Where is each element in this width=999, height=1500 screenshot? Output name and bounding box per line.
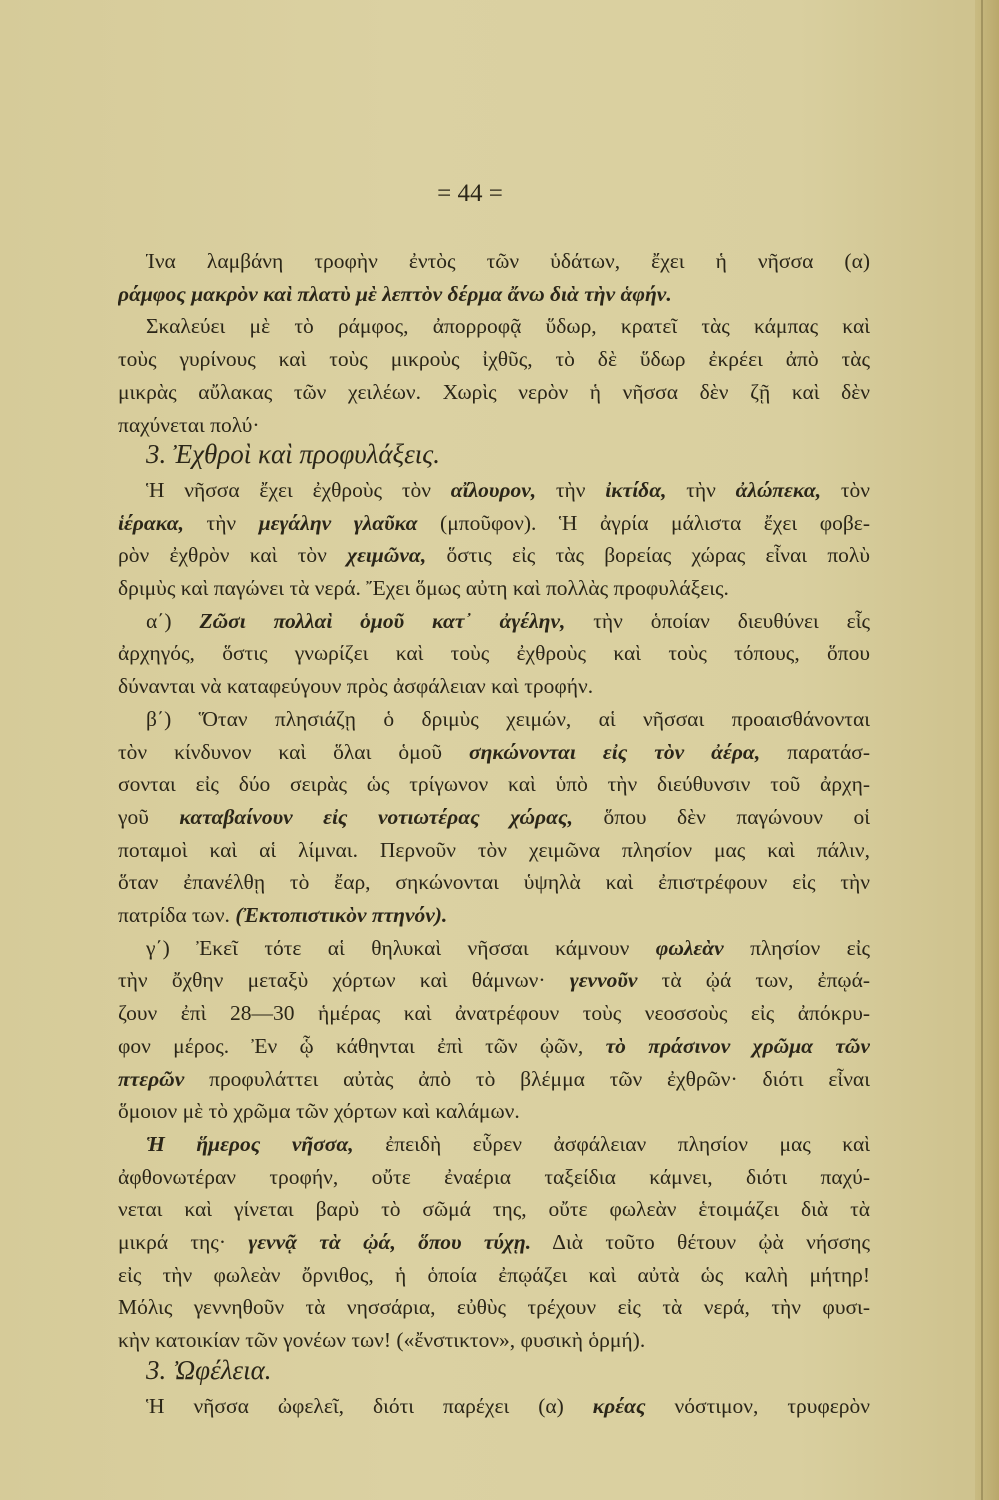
body-text: παρατάσ- (760, 739, 870, 764)
text-line (118, 278, 870, 311)
text-line (118, 1291, 870, 1324)
body-text: δύνανται νὰ καταφεύγουν πρὸς ἀσφάλειαν καὶ τροφήν. (118, 674, 594, 699)
text-line (146, 310, 870, 343)
text-line (118, 572, 870, 605)
section-heading: 3. Ἐχθροὶ καὶ προφυλάξεις. (146, 439, 440, 470)
emphasized-text: γεννᾷ τὰ ᾠά, ὅπου τύχῃ. (248, 1230, 532, 1254)
body-text: ὅπου δὲν παγώνουν οἱ (572, 804, 870, 829)
text-line (118, 507, 870, 540)
text-line (118, 1324, 870, 1357)
binding-line (981, 0, 983, 1500)
body-text: (μποῦφον). Ἡ ἀγρία μάλιστα ἔχει φοβε- (417, 510, 870, 535)
text-line (146, 605, 870, 638)
body-text: ρὸν ἐχθρὸν καὶ τὸν (118, 543, 348, 568)
text-line (118, 670, 870, 703)
text-line (118, 409, 870, 442)
body-text: σονται εἰς δύο σειρὰς ὡς τρίγωνον καὶ ὑπὸ τὴν διεύθυνσιν τοῦ ἀρχη- (118, 772, 870, 797)
emphasized-text: Ἡ ἥμερος νῆσσα, (146, 1131, 354, 1156)
emphasized-text: ἰκτίδα, (605, 477, 667, 502)
text-line (118, 376, 870, 409)
text-line (118, 1030, 870, 1063)
emphasized-text: χειμῶνα, (347, 543, 427, 568)
text-line (146, 474, 870, 507)
text-line (118, 801, 870, 834)
body-text: τὴν ὁποίαν διευθύνει εἷς (565, 608, 870, 633)
body-text: Ίνα λαμβάνη τροφὴν ἐντὸς τῶν ὑδάτων, ἔχει ἡ νῆσσα (α) (146, 249, 870, 273)
body-text: τὴν (666, 477, 736, 502)
body-text: τοὺς γυρίνους καὶ τοὺς μικροὺς ἰχθῦς, τὸ δὲ ὕδωρ ἐκρέει ἀπὸ τὰς (118, 347, 870, 372)
body-text: ὅστις εἰς τὰς βορείας χώρας εἶναι πολὺ (426, 543, 870, 568)
body-text: Σκαλεύει μὲ τὸ ράμφος, ἀπορροφᾷ ὕδωρ, κρατεῖ τὰς κάμπας καὶ (146, 314, 870, 339)
text-line (118, 834, 870, 867)
body-text: νεται καὶ γίνεται βαρὺ τὸ σῶμά της, οὔτε φωλεὰν ἑτοιμάζει διὰ τὰ (118, 1197, 870, 1222)
emphasized-text: μεγάλην γλαῦκα (258, 510, 418, 535)
emphasized-text: φωλεὰν (655, 935, 724, 960)
text-line (118, 539, 870, 572)
section-heading: 3. Ὠφέλεια. (146, 1354, 272, 1385)
text-line (118, 866, 870, 899)
body-text: παχύνεται πολύ· (118, 412, 260, 437)
text-line (146, 1390, 870, 1423)
body-text: γοῦ (118, 804, 180, 829)
body-text: πατρίδα των. (118, 903, 236, 927)
emphasized-text: τὸ πράσινον χρῶμα τῶν (605, 1033, 870, 1058)
body-text: γ΄) Ἐκεῖ τότε αἱ θηλυκαὶ νῆσσαι κάμνουν (146, 935, 656, 960)
emphasized-text: ράμφος μακρὸν καὶ πλατὺ μὲ λεπτὸν δέρμα ἄνω διὰ τὴν ἁφήν. (118, 281, 672, 306)
body-text: φον μέρος. Ἐν ᾧ κάθηνται ἐπὶ τῶν ᾠῶν, (118, 1033, 606, 1058)
emphasized-text: πτερῶν (118, 1066, 185, 1091)
text-line (146, 703, 870, 736)
body-text: τὴν (536, 477, 606, 502)
emphasized-text: καταβαίνουν εἰς νοτιωτέρας χώρας, (179, 804, 573, 829)
text-line (118, 899, 870, 932)
text-line (118, 964, 870, 997)
text-line (118, 1161, 870, 1194)
emphasized-text: γεννοῦν (569, 968, 638, 993)
body-text: τὰ ᾠά των, ἐπῳά- (637, 968, 870, 993)
emphasized-text: (Ἐκτοπιστικὸν πτηνόν). (235, 903, 448, 927)
body-text: ἀφθονωτέραν τροφήν, οὔτε ἐναέρια ταξείδια κάμνει, διότι παχύ- (118, 1164, 870, 1189)
page-edge (975, 0, 999, 1500)
text-line (146, 932, 870, 965)
text-line (118, 997, 870, 1030)
text-line (146, 1128, 870, 1161)
body-text: β΄) Ὅταν πλησιάζῃ ὁ δριμὺς χειμών, αἱ νῆσσαι προαισθάνονται (146, 706, 870, 731)
body-text: Ἡ νῆσσα ὠφελεῖ, διότι παρέχει (α) (146, 1393, 593, 1418)
emphasized-text: κρέας (592, 1393, 646, 1418)
text-line (146, 245, 870, 278)
body-text: ἐπειδὴ εὗρεν ἀσφάλειαν πλησίον μας καὶ (353, 1131, 870, 1156)
emphasized-text: Ζῶσι πολλαὶ ὁμοῦ κατ᾽ ἀγέλην, (199, 608, 566, 633)
body-text: ὅμοιον μὲ τὸ χρῶμα τῶν χόρτων καὶ καλάμων. (118, 1099, 520, 1124)
emphasized-text: ἱέρακα, (118, 510, 185, 535)
body-text: πλησίον εἰς (723, 935, 870, 960)
body-text: τὸν (821, 477, 870, 502)
body-text: ποταμοὶ καὶ αἱ λίμναι. Περνοῦν τὸν χειμῶνα πλησίον μας καὶ πάλιν, (118, 837, 870, 862)
text-line (118, 768, 870, 801)
body-text: ὅταν ἐπανέλθῃ τὸ ἔαρ, σηκώνονται ὑψηλὰ καὶ ἐπιστρέφουν εἰς τὴν (118, 870, 870, 895)
page-number: = 44 = (437, 180, 503, 207)
emphasized-text: σηκώνονται εἰς τὸν ἀέρα, (469, 739, 761, 764)
emphasized-text: αἴλουρον, (450, 477, 537, 502)
body-text: ζουν ἐπὶ 28—30 ἡμέρας καὶ ἀνατρέφουν τοὺς νεοσσοὺς εἰς ἀπόκρυ- (118, 1001, 870, 1026)
text-line (118, 1095, 870, 1128)
body-text: νόστιμον, τρυφερὸν (645, 1393, 870, 1418)
body-text: τὸν κίνδυνον καὶ ὅλαι ὁμοῦ (118, 739, 470, 764)
body-text: δριμὺς καὶ παγώνει τὰ νερά. Ἔχει ὅμως αὐτη καὶ πολλὰς προφυλάξεις. (118, 576, 729, 600)
text-line (118, 1226, 870, 1259)
body-text: ἀρχηγός, ὅστις γνωρίζει καὶ τοὺς ἐχθροὺς καὶ τοὺς τόπους, ὅπου (118, 641, 870, 666)
text-line (118, 736, 870, 769)
text-line (118, 1259, 870, 1292)
body-text: κὴν κατοικίαν τῶν γονέων των! («ἔνστικτον», φυσικὴ ὁρμή). (118, 1328, 646, 1353)
text-line (118, 1193, 870, 1226)
body-text: Ἡ νῆσσα ἔχει ἐχθροὺς τὸν (146, 477, 451, 502)
text-line (118, 343, 870, 376)
body-text: τὴν (184, 510, 259, 535)
emphasized-text: ἀλώπεκα, (735, 477, 822, 502)
body-text: προφυλάττει αὐτὰς ἀπὸ τὸ βλέμμα τῶν ἐχθρῶν· διότι εἶναι (184, 1066, 870, 1091)
body-text: μικρά της· (118, 1230, 249, 1254)
body-text: τὴν ὄχθην μεταξὺ χόρτων καὶ θάμνων· (118, 968, 570, 993)
text-line (118, 637, 870, 670)
body-text: α΄) (146, 608, 200, 633)
text-line (118, 1063, 870, 1096)
body-text: Διὰ τοῦτο θέτουν ᾠὰ νήσσης (531, 1230, 870, 1254)
body-text: μικρὰς αὔλακας τῶν χειλέων. Χωρὶς νερὸν ἡ νῆσσα δὲν ζῇ καὶ δὲν (118, 379, 870, 404)
body-text: εἰς τὴν φωλεὰν ὄρνιθος, ἡ ὁποία ἐπῳάζει καὶ αὐτὰ ὡς καλὴ μήτηρ! (118, 1262, 870, 1287)
body-text: Μόλις γεννηθοῦν τὰ νησσάρια, εὐθὺς τρέχουν εἰς τὰ νερά, τὴν φυσι- (118, 1295, 870, 1320)
